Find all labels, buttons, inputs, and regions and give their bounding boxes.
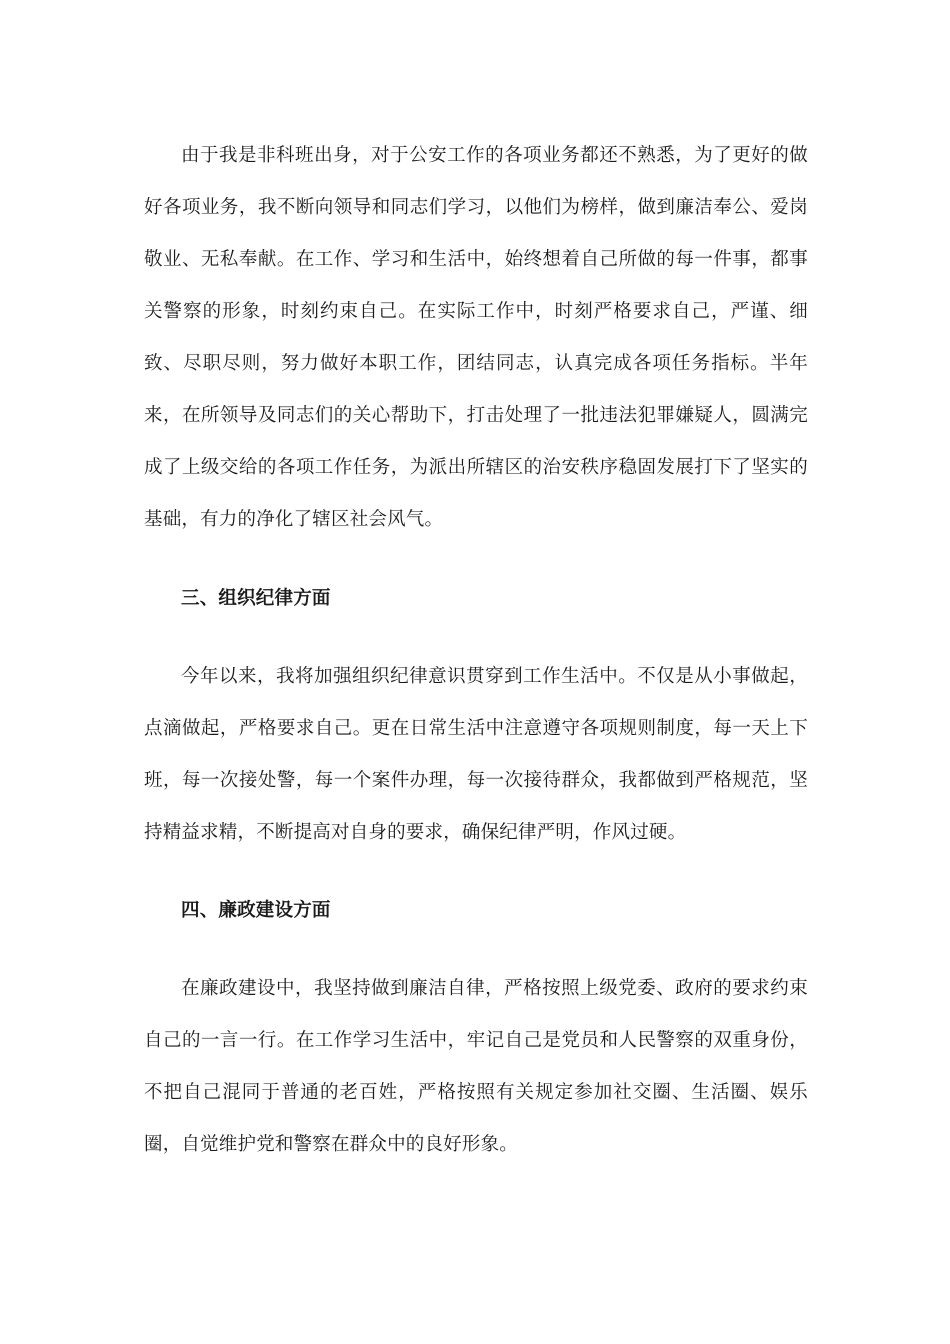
paragraph-integrity-building: 在廉政建设中，我坚持做到廉洁自律，严格按照上级党委、政府的要求约束自己的一言一行。在工作学习生活中，牢记自己是党员和人民警察的双重身份，不把自己混同于普通的老百姓，严格按照有关规定参加社交圈、生活圈、娱乐圈，自觉维护党和警察在群众中的良好形象。 [144,978,808,1155]
section-heading-integrity-building: 四、廉政建设方面 [181,900,331,921]
paragraph-organizational-discipline: 今年以来，我将加强组织纪律意识贯穿到工作生活中。不仅是从小事做起，点滴做起，严格要求自己。更在日常生活中注意遵守各项规则制度，每一天上下班，每一次接处警，每一个案件办理，每一次接待群众，我都做到严格规范，坚持精益求精，不断提高对自身的要求，确保纪律严明，作风过硬。 [144,666,808,843]
section-heading-organizational-discipline: 三、组织纪律方面 [181,588,331,609]
paragraph-work-performance: 由于我是非科班出身，对于公安工作的各项业务都还不熟悉，为了更好的做好各项业务，我不断向领导和同志们学习，以他们为榜样，做到廉洁奉公、爱岗敬业、无私奉献。在工作、学习和生活中，始终想着自己所做的每一件事，都事关警察的形象，时刻约束自己。在实际工作中，时刻严格要求自己，严谨、细致、尽职尽则，努力做好本职工作，团结同志，认真完成各项任务指标。半年来，在所领导及同志们的关心帮助下，打击处理了一批违法犯罪嫌疑人，圆满完成了上级交给的各项工作任务，为派出所辖区的治安秩序稳固发展打下了坚实的基础，有力的净化了辖区社会风气。 [144,145,808,530]
